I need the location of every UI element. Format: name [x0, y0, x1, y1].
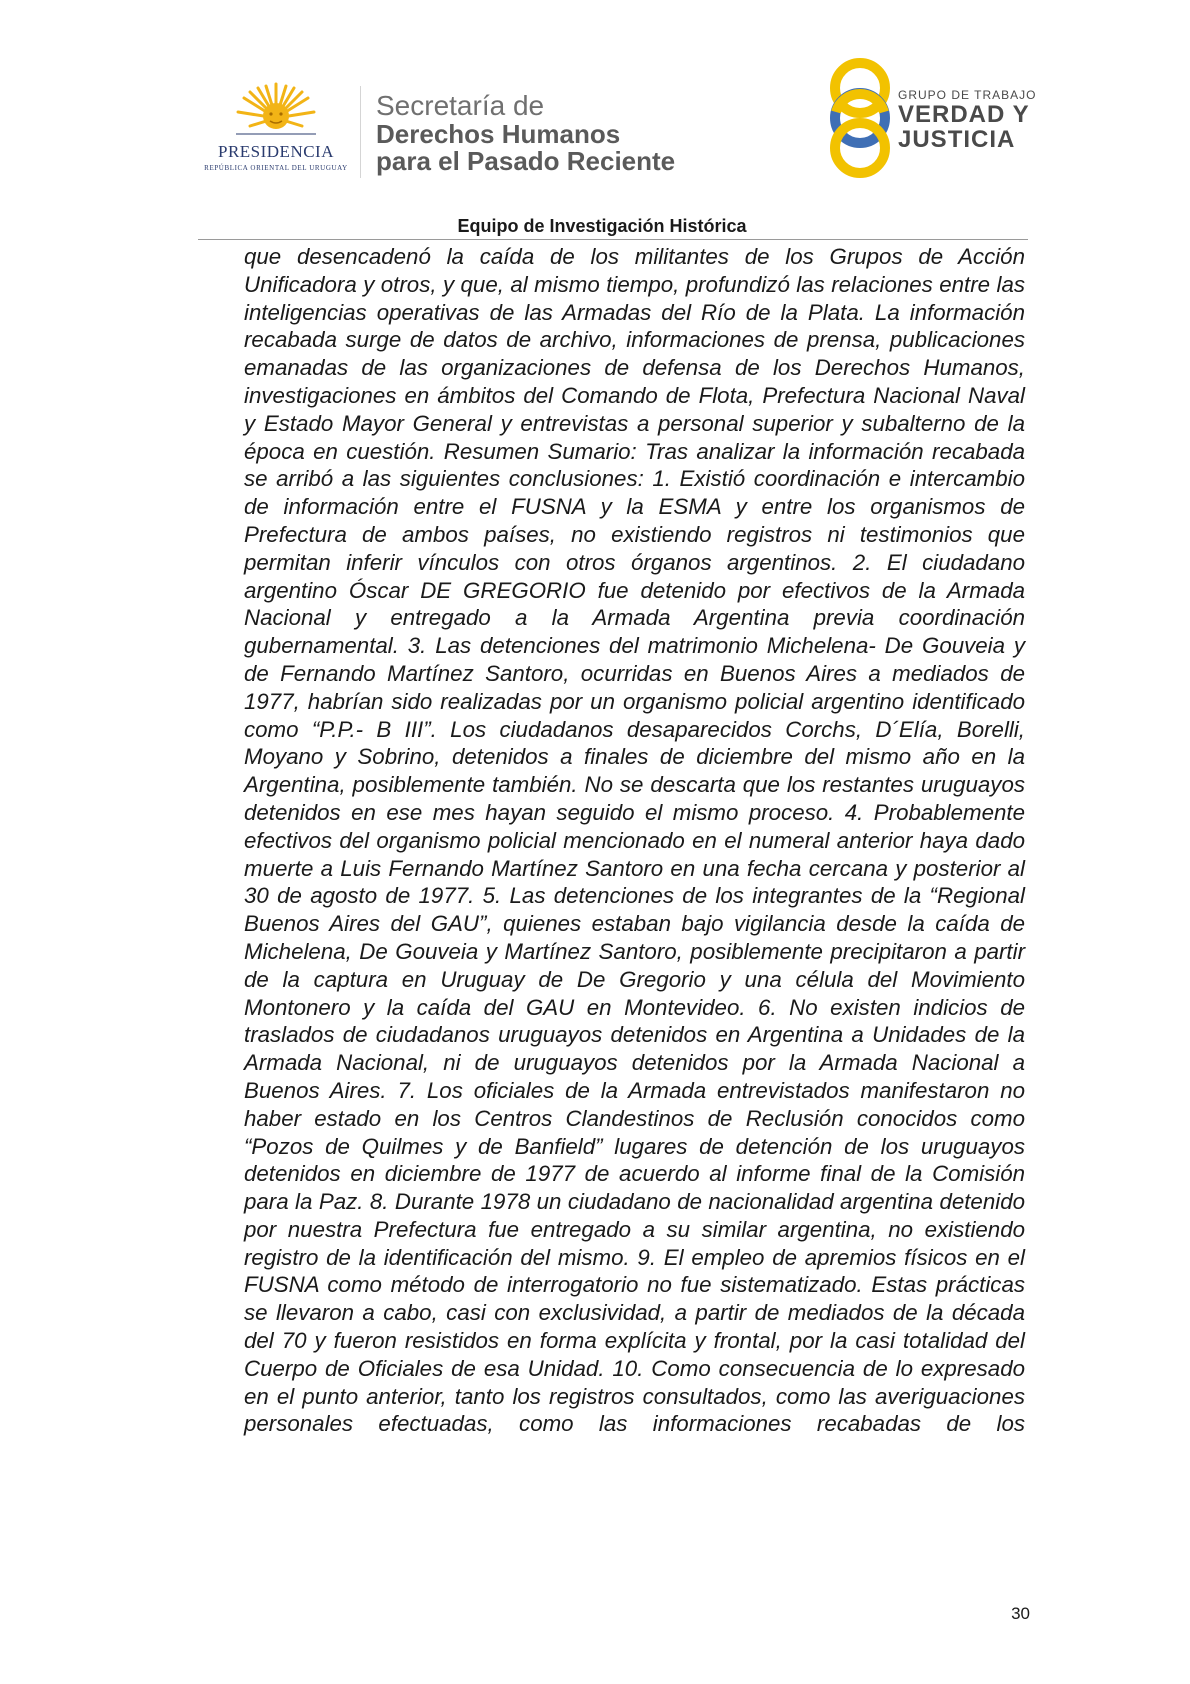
secretaria-line-1: Secretaría de [376, 90, 545, 121]
justicia-label: JUSTICIA [898, 126, 1016, 153]
verdad-justicia-text [898, 88, 1088, 152]
secretaria-logo-text [376, 90, 736, 175]
presidencia-subtitle: REPÚBLICA ORIENTAL DEL URUGUAY [204, 164, 348, 172]
grupo-trabajo-label: GRUPO DE TRABAJO [898, 88, 1037, 102]
sun-emblem-icon [236, 82, 316, 142]
team-title: Equipo de Investigación Histórica [457, 216, 747, 236]
presidencia-logo [196, 82, 356, 178]
body-paragraph: que desencadenó la caída de los militantes de los Grupos de Acción Unificadora y otros, y que, al mismo tiempo, profundizó las relaciones entre las inteligencias operativas de las Armadas del Río de la Plata. La información recabada surge de datos de archivo, informaciones de prensa, publicaciones emanadas de las organizaciones de defensa de los Derechos Humanos, investigaciones en ámbitos del Comando de Flota, Prefectura Nacional Naval y Estado Mayor General y entrevistas a personal superior y subalterno de la época en cuestión. Resumen Sumario: Tras analizar la información recabada se arribó a las siguientes conclusiones: 1. Existió coordinación e intercambio de información entre el FUSNA y la ESMA y entre los organismos de Prefectura de ambos países, no existiendo registros ni testimonios que permitan inferir vínculos con otros órganos argentinos. 2. El ciudadano argentino Óscar DE GREGORIO fue detenido por efectivos de la Armada Nacional y entregado a la Armada Argentina previa coordinación gubernamental. 3. Las detenciones del matrimonio Michelena- De Gouveia y de Fernando Martínez Santoro, ocurridas en Buenos Aires a mediados de 1977, habrían sido realizadas por un organismo policial argentino identificado como “P.P.- B III”. Los ciudadanos desaparecidos Corchs, D´Elía, Borelli, Moyano y Sobrino, detenidos a finales de diciembre del mismo año en la Argentina, posiblemente también. No se descarta que los restantes uruguayos detenidos en ese mes hayan seguido el mismo proceso. 4. Probablemente efectivos del organismo policial mencionado en el numeral anterior haya dado muerte a Luis Fernando Martínez Santoro en una fecha cercana y posterior al 30 de agosto de 1977. 5. Las detenciones de los integrantes de la “Regional Buenos Aires del GAU”, quienes estaban bajo vigilancia desde la caída de Michelena, De Gouveia y Martínez Santoro, posiblemente precipitaron a partir de la captura en Uruguay de De Gregorio y una célula del Movimiento Montonero y la caída del GAU en Montevideo. 6. No existen indicios de traslados de ciudadanos uruguayos detenidos en Argentina a Unidades de la Armada Nacional, ni de uruguayos detenidos por la Armada Nacional a Buenos Aires. 7. Los oficiales de la Armada entrevistados manifestaron no haber estado en los Centros Clandestinos de Reclusión conocidos como “Pozos de Quilmes y de Banfield” lugares de detención de los uruguayos detenidos en diciembre de 1977 de acuerdo al informe final de la Comisión para la Paz. 8. Durante 1978 un ciudadano de nacionalidad argentina detenido por nuestra Prefectura fue entregado a su similar argentina, no existiendo registro de la identificación del mismo. 9. El empleo de apremios físicos en el FUSNA como método de interrogatorio no fue sistematizado. Estas prácticas se llevaron a cabo, casi con exclusividad, a partir de mediados de la década del 70 y fueron resistidos en forma explícita y frontal, por la casi totalidad del Cuerpo de Oficiales de esa Unidad. 10. Como consecuencia de lo expresado en el punto anterior, tanto los registros consultados, como las averiguaciones personales efectuadas, como las informaciones recabadas de los [244, 244, 1025, 1437]
verdad-justicia-logo [820, 52, 1080, 184]
header-rule [198, 239, 1028, 240]
linked-rings-icon [820, 52, 900, 182]
presidencia-name: PRESIDENCIA [217, 142, 334, 161]
verdad-label: VERDAD Y [898, 101, 1030, 128]
secretaria-line-3: para el Pasado Reciente [376, 146, 676, 176]
secretaria-line-2: Derechos Humanos [376, 119, 621, 149]
header-divider [360, 86, 361, 178]
page-number: 30 [1011, 1604, 1030, 1623]
page-header [0, 0, 1190, 200]
